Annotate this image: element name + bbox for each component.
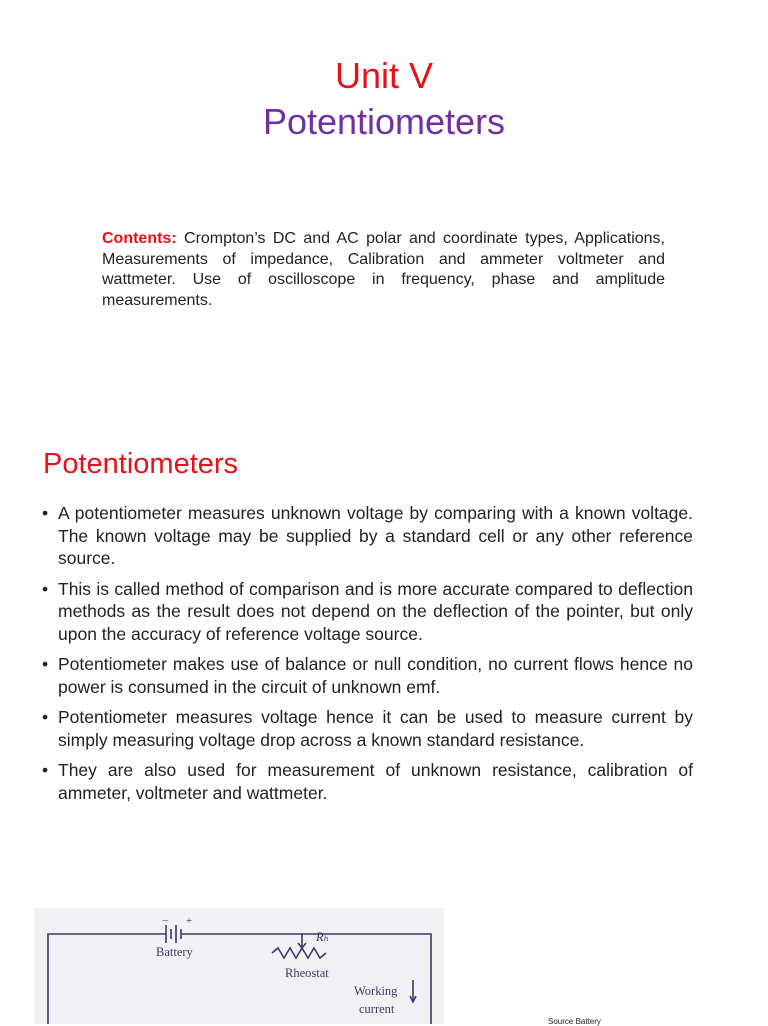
bullet-icon: • [42, 760, 49, 780]
bullet-icon: • [42, 578, 49, 599]
working-label: Working [354, 984, 398, 998]
source-battery-label: Source Battery [548, 1017, 601, 1026]
unit-heading: Unit V [334, 55, 434, 96]
bullet-text: A potentiometer measures unknown voltage by comparing with a known voltage. The known voltage may be supplied by a standard cell or any other reference source. [58, 503, 693, 568]
bullet-text: Potentiometer makes use of balance or null condition, no current flows hence no power is consumed in the circuit of unknown emf. [58, 654, 693, 697]
bullet-icon: • [42, 503, 49, 523]
battery-plus: + [186, 915, 193, 927]
potentiometer-circuit-diagram [34, 908, 444, 1024]
bullet-list [42, 502, 693, 812]
bullet-icon: • [42, 707, 49, 727]
rheostat-label: Rheostat [285, 966, 329, 980]
slide-1 [0, 0, 768, 410]
bullet-icon: • [42, 654, 49, 674]
bullet-text: They are also used for measurement of unknown resistance, calibration of ammeter, voltmeter and wattmeter. [58, 760, 693, 803]
bullet-item [42, 759, 693, 804]
section-title: Potentiometers [43, 448, 239, 480]
bullet-text: Potentiometer measures voltage hence it can be used to measure current by simply measuring voltage drop across a known standard resistance. [58, 707, 693, 750]
bullet-item [42, 706, 693, 751]
bullet-item [42, 502, 693, 570]
bullet-item [42, 578, 693, 646]
bullet-text: This is called method of comparison and is more accurate compared to deflection methods as the result does not depend on the deflection of the pointer, but only upon the accuracy of reference voltage source. [58, 578, 693, 644]
contents-text: Crompton’s DC and AC polar and coordinate types, Applications, Measurements of impedance, Calibration and ammeter voltmeter and wattmeter. Use of oscilloscope in frequency, phase and amplitude measurements. [102, 230, 665, 309]
contents-label: Contents: [102, 230, 177, 247]
slide-title: Potentiometers [262, 101, 506, 142]
battery-minus: − [162, 915, 169, 927]
rheostat-symbol: Rₕ [316, 930, 330, 944]
slide-2 [0, 430, 768, 1024]
bullet-item [42, 653, 693, 698]
current-label: current [359, 1002, 395, 1016]
battery-label: Battery [156, 945, 193, 959]
contents-paragraph [102, 229, 665, 311]
